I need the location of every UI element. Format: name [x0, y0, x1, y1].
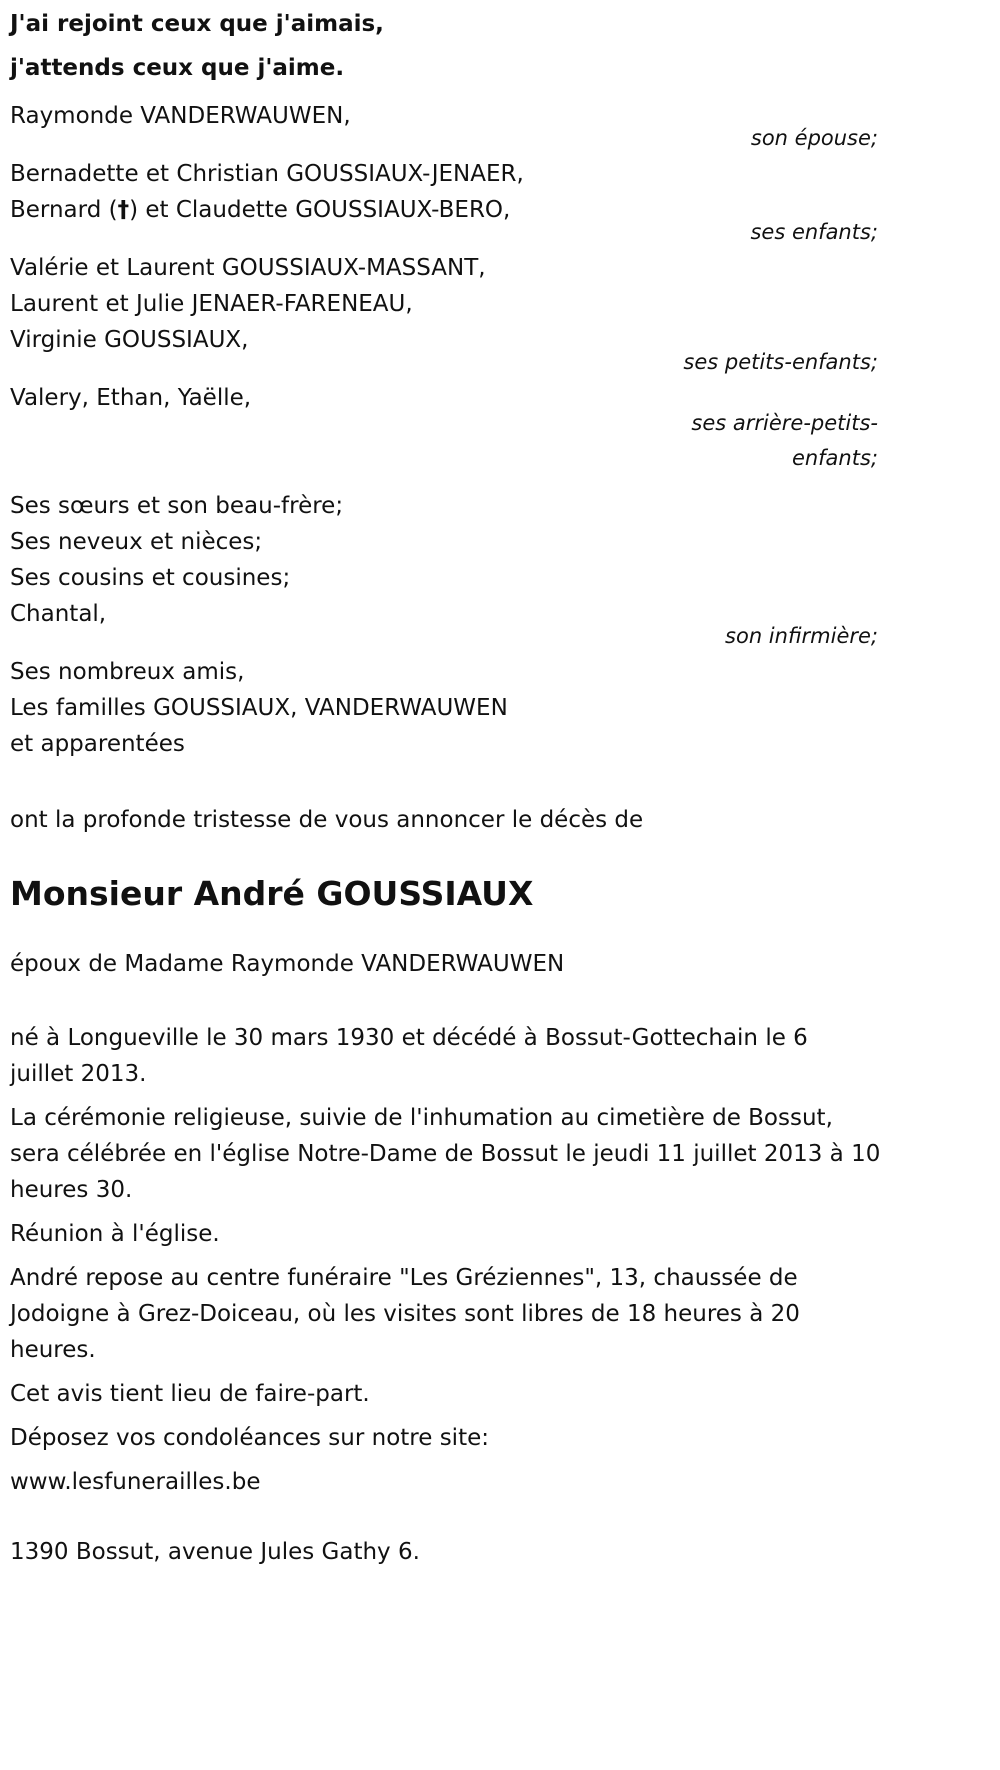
spouse-group: [10, 98, 878, 156]
friends-line-1: Ses nombreux amis,: [10, 659, 245, 685]
ceremony-line-1: La cérémonie religieuse, suivie de l'inhumation au cimetière de Bossut,: [10, 1105, 833, 1131]
address-line: 1390 Bossut, avenue Jules Gathy 6.: [10, 1539, 420, 1565]
great-grandchildren-role: [10, 406, 878, 476]
website-link[interactable]: www.lesfunerailles.be: [10, 1469, 261, 1495]
children-line-2-suffix: ) et Claudette GOUSSIAUX-BERO,: [129, 197, 511, 223]
great-grandchildren-role-line-2: enfants;: [791, 446, 878, 470]
friends-group: [10, 654, 878, 762]
grandchildren-line-3: Virginie GOUSSIAUX,: [10, 327, 249, 353]
nurse-role: son infirmière;: [725, 624, 878, 648]
friends-line-2: Les familles GOUSSIAUX, VANDERWAUWEN: [10, 695, 508, 721]
grandchildren-role: ses petits-enfants;: [683, 350, 878, 374]
great-grandchildren-role-line-1: ses arrière-petits-: [691, 411, 878, 435]
rest-paragraph: [10, 1260, 878, 1368]
great-grandchildren-line: Valery, Ethan, Yaëlle,: [10, 385, 252, 411]
birth-death-line-2: juillet 2013.: [10, 1061, 147, 1087]
rest-line-2: Jodoigne à Grez-Doiceau, où les visites sont libres de 18 heures à 20: [10, 1301, 800, 1327]
quote-line-1: J'ai rejoint ceux que j'aimais,: [10, 11, 384, 37]
relatives-group: [10, 488, 878, 654]
family-list: [10, 98, 878, 762]
rest-line-1: André repose au centre funéraire "Les Gréziennes", 13, chaussée de: [10, 1265, 798, 1291]
children-group: [10, 156, 878, 250]
meeting-paragraph: Réunion à l'église.: [10, 1221, 220, 1247]
ceremony-line-2: sera célébrée en l'église Notre-Dame de Bossut le jeudi 11 juillet 2013 à 10: [10, 1141, 881, 1167]
cross-icon: †: [117, 197, 130, 223]
relatives-line-4: Chantal,: [10, 601, 107, 627]
children-role: ses enfants;: [750, 220, 878, 244]
announcement: ont la profonde tristesse de vous annoncer le décès de: [10, 807, 644, 833]
opening-quote: [10, 2, 878, 90]
grandchildren-line-1: Valérie et Laurent GOUSSIAUX-MASSANT,: [10, 255, 486, 281]
grandchildren-line-2: Laurent et Julie JENAER-FARENEAU,: [10, 291, 413, 317]
spouse-role: son épouse;: [750, 126, 878, 150]
grandchildren-group: [10, 250, 878, 380]
great-grandchildren-group: [10, 380, 878, 476]
obituary-notice: [10, 0, 881, 1570]
children-line-1: Bernadette et Christian GOUSSIAUX-JENAER,: [10, 161, 524, 187]
spouse-line: époux de Madame Raymonde VANDERWAUWEN: [10, 951, 565, 977]
ceremony-paragraph: [10, 1100, 881, 1208]
spouse-name: Raymonde VANDERWAUWEN,: [10, 103, 351, 129]
relatives-line-3: Ses cousins et cousines;: [10, 565, 291, 591]
friends-line-3: et apparentées: [10, 731, 185, 757]
children-line-2-prefix: Bernard (: [10, 197, 118, 223]
relatives-line-1: Ses sœurs et son beau-frère;: [10, 493, 344, 519]
deceased-name: Monsieur André GOUSSIAUX: [10, 874, 534, 913]
notice-paragraph: Cet avis tient lieu de faire-part.: [10, 1381, 370, 1407]
birth-death-paragraph: [10, 1020, 878, 1092]
rest-line-3: heures.: [10, 1337, 96, 1363]
birth-death-line-1: né à Longueville le 30 mars 1930 et décédé à Bossut-Gottechain le 6: [10, 1025, 808, 1051]
ceremony-line-3: heures 30.: [10, 1177, 133, 1203]
quote-line-2: j'attends ceux que j'aime.: [10, 55, 345, 81]
relatives-line-2: Ses neveux et nièces;: [10, 529, 263, 555]
condolences-paragraph: Déposez vos condoléances sur notre site:: [10, 1425, 489, 1451]
